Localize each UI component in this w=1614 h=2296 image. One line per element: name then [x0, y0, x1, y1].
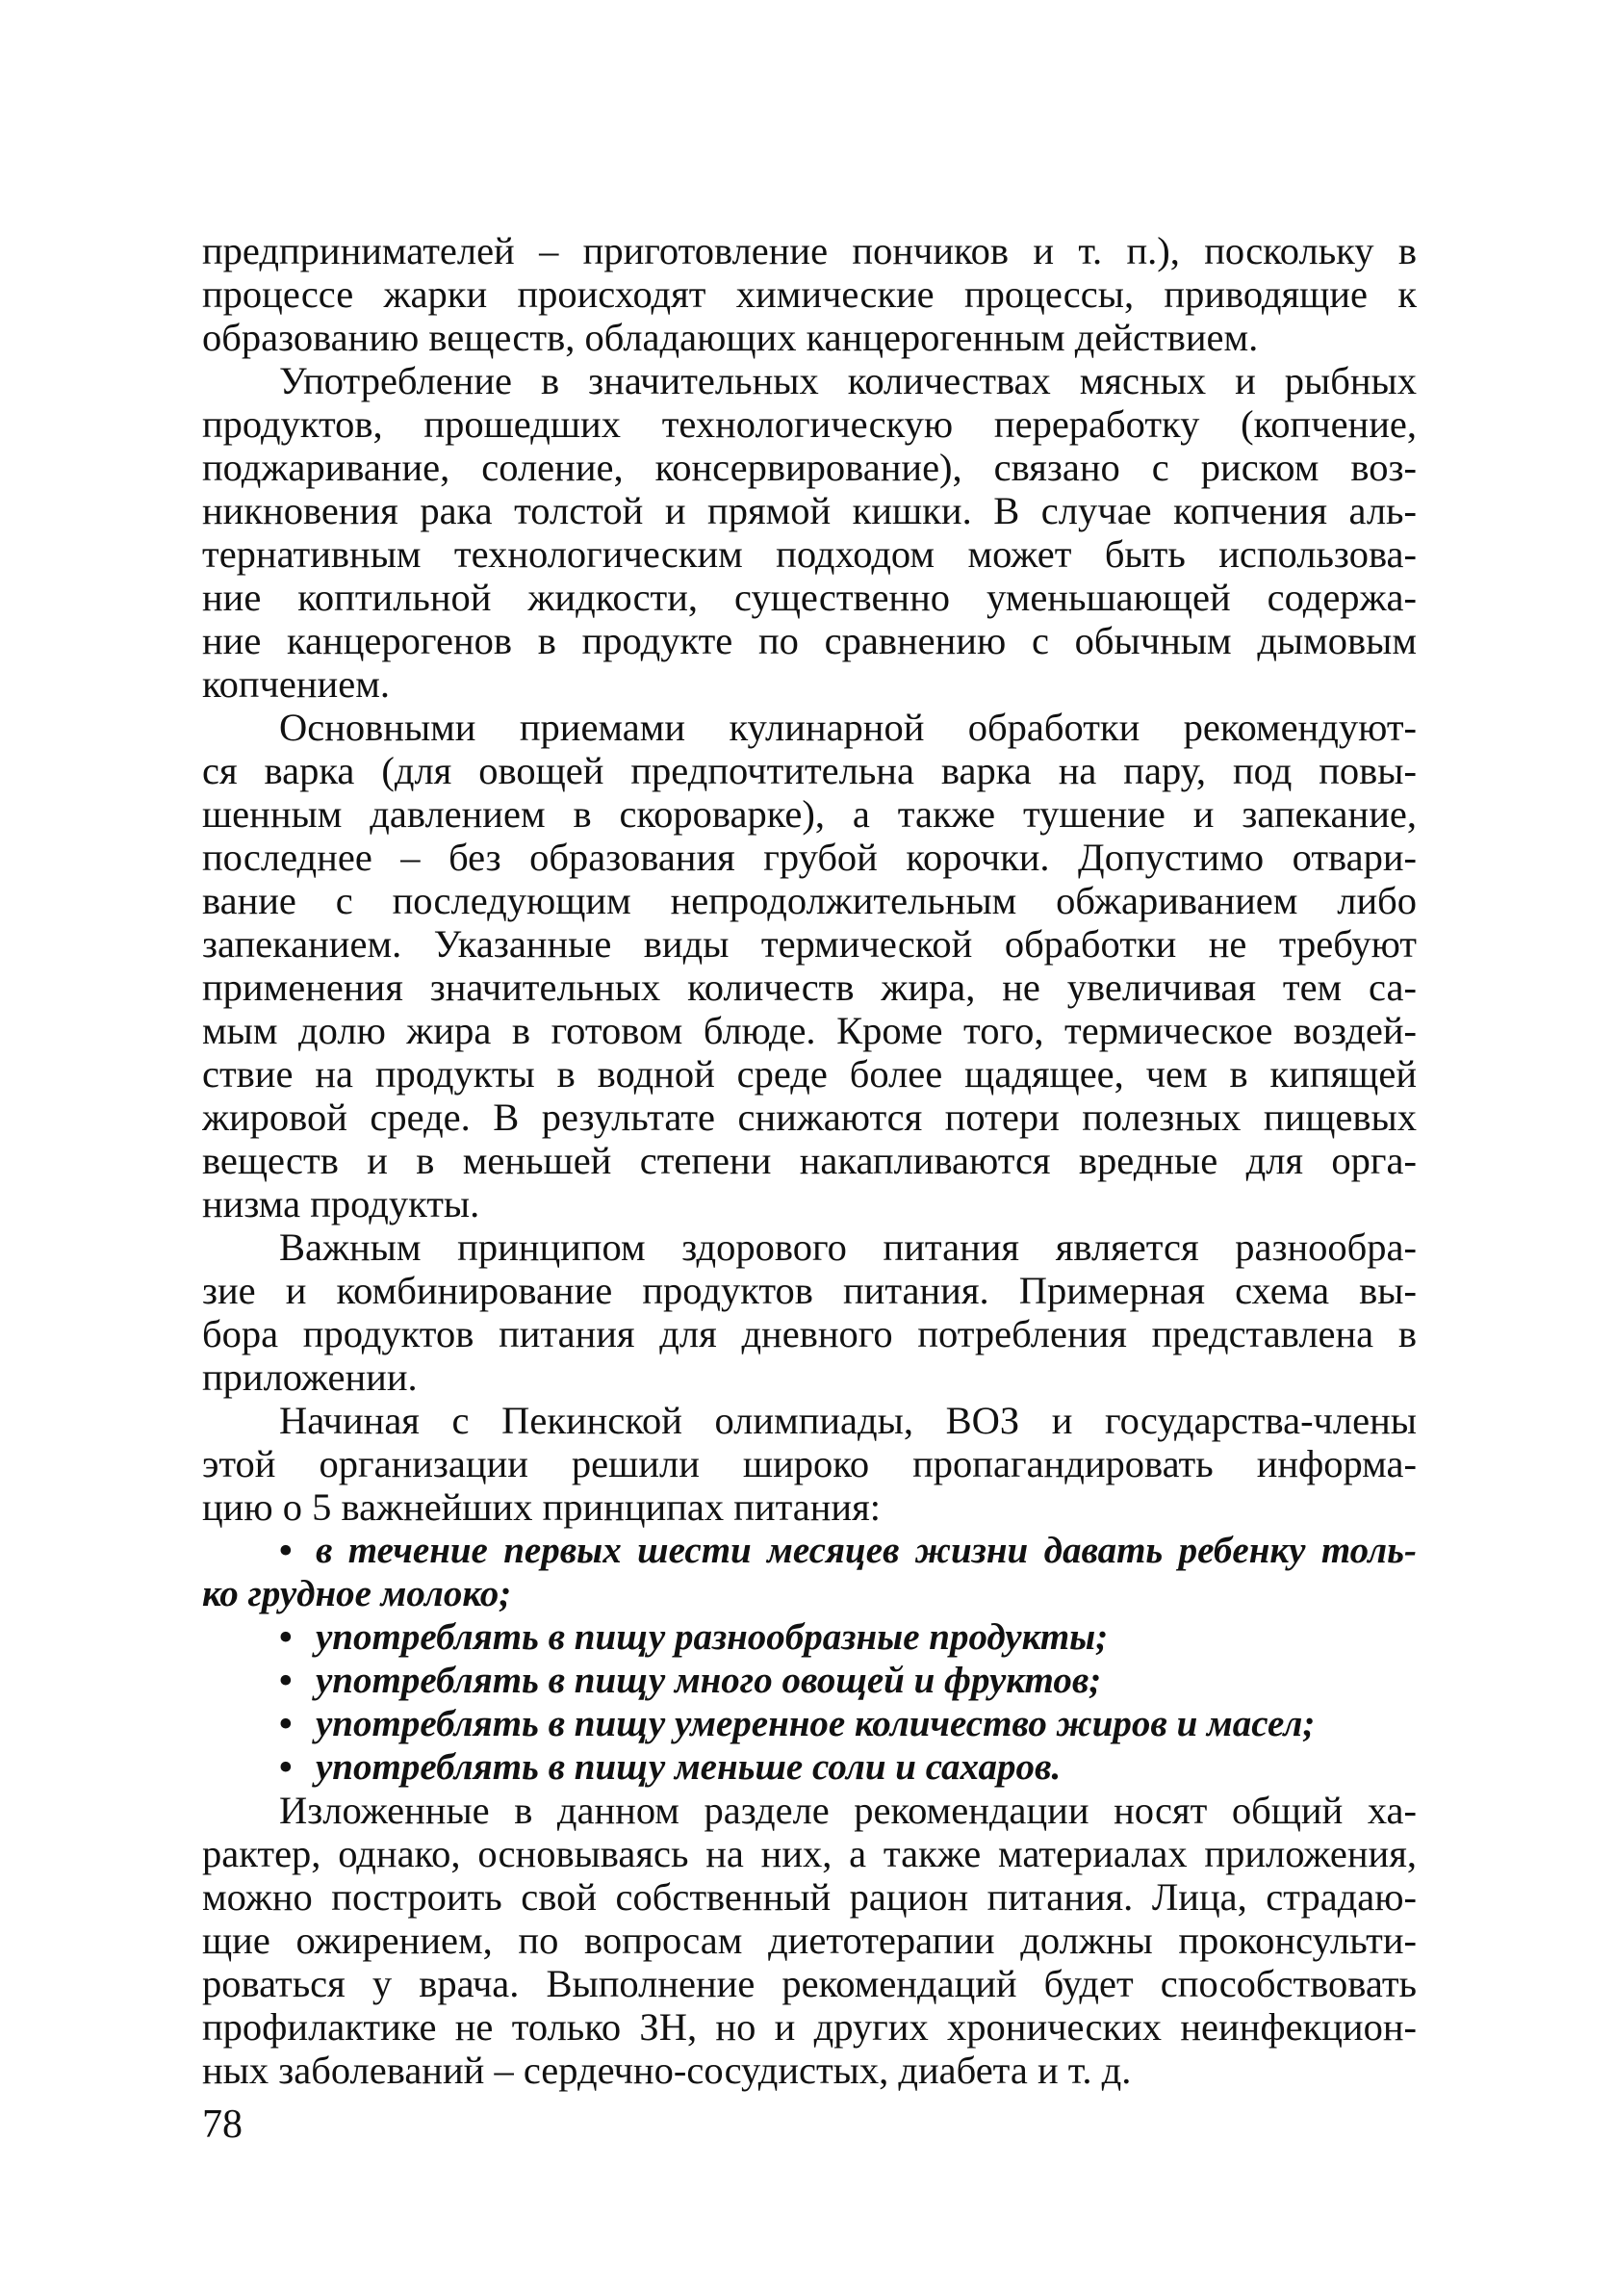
- bullet-icon: •: [279, 1746, 293, 1788]
- text-line: профилактике не только ЗН, но и других хронических неинфекцион-: [202, 2005, 1417, 2049]
- text-line: Начиная с Пекинской олимпиады, ВОЗ и государства-члены: [279, 1399, 1417, 1442]
- paragraph: [202, 1225, 1417, 1399]
- text-line: ние коптильной жидкости, существенно уменьшающей содержа-: [202, 576, 1417, 619]
- bullet-list: [202, 1529, 1417, 1789]
- text-line: тернативным технологическим подходом может быть использова-: [202, 532, 1417, 576]
- paragraph: [202, 1399, 1417, 1529]
- text-line: никновения рака толстой и прямой кишки. В случае копчения аль-: [202, 489, 1417, 532]
- bullet-icon: •: [279, 1703, 293, 1744]
- list-item-text: употреблять в пищу много овощей и фруктов;: [316, 1660, 1102, 1701]
- text-line: продуктов, прошедших технологическую переработку (копчение,: [202, 402, 1417, 446]
- list-item-continuation: ко грудное молоко;: [202, 1573, 512, 1614]
- paragraph: [202, 1789, 1417, 2092]
- text-line: приложении.: [202, 1355, 418, 1399]
- text-line: вание с последующим непродолжительным обжариванием либо: [202, 879, 1417, 922]
- text-line: применения значительных количеств жира, не увеличивая тем са-: [202, 966, 1417, 1009]
- text-line: щие ожирением, по вопросам диетотерапии должны проконсульти-: [202, 1919, 1417, 1962]
- text-line: мым долю жира в готовом блюде. Кроме того, термическое воздей-: [202, 1009, 1417, 1052]
- bullet-icon: •: [279, 1616, 293, 1658]
- text-line: бора продуктов питания для дневного потребления представлена в: [202, 1312, 1417, 1355]
- bullet-icon: •: [279, 1530, 293, 1571]
- text-line: ся варка (для овощей предпочтительна варка на пару, под повы-: [202, 749, 1417, 792]
- text-line: можно построить свой собственный рацион питания. Лица, страдаю-: [202, 1875, 1417, 1919]
- text-line: зие и комбинирование продуктов питания. Примерная схема вы-: [202, 1269, 1417, 1312]
- text-line: ных заболеваний – сердечно-сосудистых, диабета и т. д.: [202, 2049, 1132, 2092]
- list-item-text: употреблять в пищу меньше соли и сахаров.: [316, 1746, 1062, 1788]
- text-line: запеканием. Указанные виды термической обработки не требуют: [202, 922, 1417, 966]
- text-line: Употребление в значительных количествах мясных и рыбных: [279, 359, 1417, 402]
- list-item: [202, 1745, 1417, 1789]
- bullet-icon: •: [279, 1660, 293, 1701]
- text-line: цию о 5 важнейших принципах питания:: [202, 1485, 881, 1529]
- text-line: жировой среде. В результате снижаются потери полезных пищевых: [202, 1096, 1417, 1139]
- paragraph: [202, 359, 1417, 706]
- text-line: роваться у врача. Выполнение рекомендаций будет способствовать: [202, 1962, 1417, 2005]
- list-item: [202, 1659, 1417, 1702]
- text-line: веществ и в меньшей степени накапливаются вредные для орга-: [202, 1139, 1417, 1182]
- text-line: предпринимателей – приготовление пончиков и т. п.), поскольку в: [202, 229, 1417, 272]
- text-line: последнее – без образования грубой корочки. Допустимо отвари-: [202, 836, 1417, 879]
- text-line: копчением.: [202, 662, 390, 706]
- text-line: образованию веществ, обладающих канцерогенным действием.: [202, 316, 1259, 359]
- text-line: Изложенные в данном разделе рекомендации носят общий ха-: [279, 1789, 1417, 1832]
- list-item: [202, 1529, 1417, 1572]
- list-item: [202, 1702, 1417, 1745]
- body-text: [202, 229, 1417, 2092]
- text-line: низма продукты.: [202, 1182, 480, 1225]
- list-item-text: употреблять в пищу умеренное количество жиров и масел;: [316, 1703, 1316, 1744]
- text-line: ние канцерогенов в продукте по сравнению с обычным дымовым: [202, 619, 1417, 662]
- text-line: ствие на продукты в водной среде более щадящее, чем в кипящей: [202, 1052, 1417, 1096]
- text-line: Основными приемами кулинарной обработки рекомендуют-: [279, 706, 1417, 749]
- text-line: поджаривание, соление, консервирование), связано с риском воз-: [202, 446, 1417, 489]
- page-number: 78: [202, 2103, 243, 2147]
- list-item-text: в течение первых шести месяцев жизни давать ребенку толь-: [316, 1530, 1417, 1571]
- text-line: Важным принципом здорового питания является разнообра-: [279, 1225, 1417, 1269]
- text-line: процессе жарки происходят химические процессы, приводящие к: [202, 272, 1417, 316]
- list-item: [202, 1615, 1417, 1659]
- paragraph: [202, 706, 1417, 1225]
- paragraph: [202, 229, 1417, 359]
- text-line: этой организации решили широко пропагандировать информа-: [202, 1442, 1417, 1485]
- list-item-text: употреблять в пищу разнообразные продукты;: [316, 1616, 1109, 1658]
- text-line: рактер, однако, основываясь на них, а также материалах приложения,: [202, 1832, 1417, 1875]
- text-line: шенным давлением в скороварке), а также тушение и запекание,: [202, 792, 1417, 836]
